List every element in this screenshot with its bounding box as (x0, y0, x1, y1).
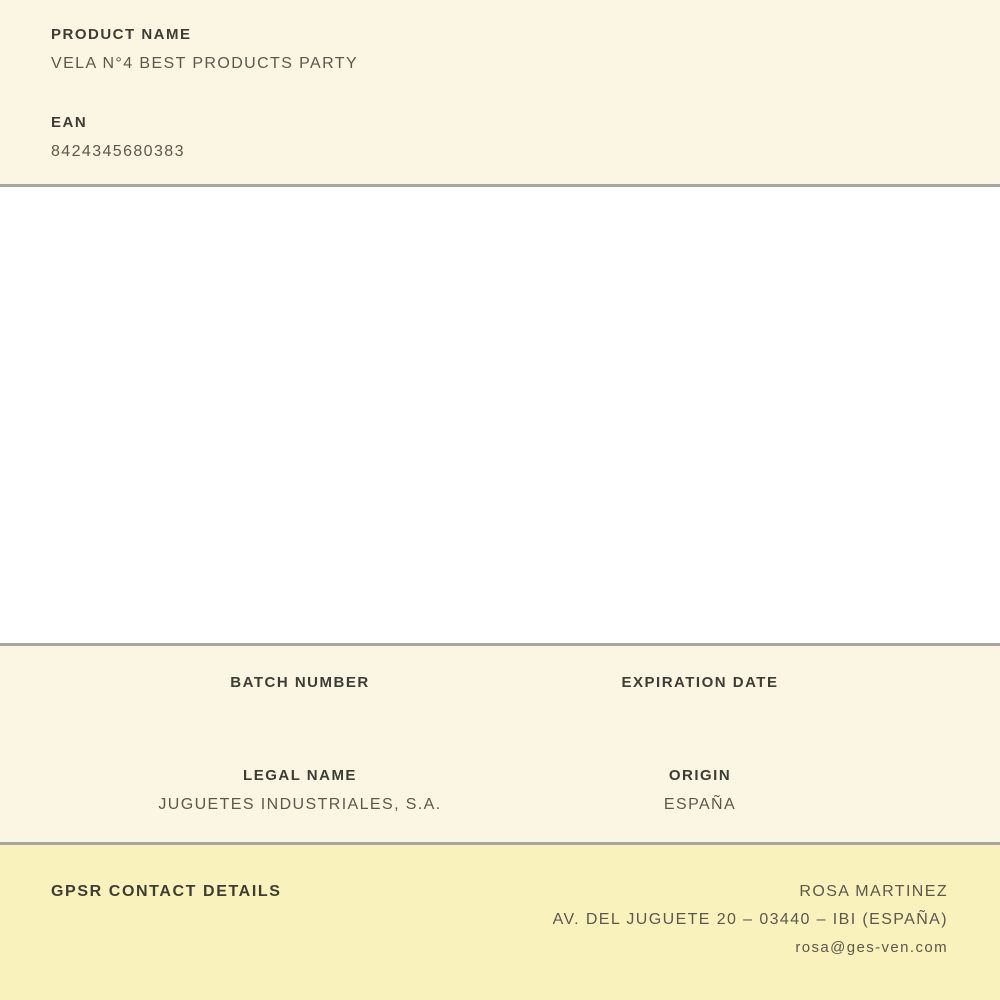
legal-name-label: LEGAL NAME (243, 767, 357, 784)
product-name-field (51, 26, 949, 73)
batch-number-field (100, 674, 500, 721)
legal-name-field (100, 767, 500, 814)
ean-label: EAN (51, 114, 88, 131)
origin-value: ESPAÑA (663, 796, 737, 813)
origin-field (500, 767, 900, 814)
gpsr-contact-section (0, 845, 1000, 1000)
product-image-placeholder (0, 187, 1000, 646)
gpsr-contact-block (553, 878, 948, 962)
batch-number-value (100, 703, 500, 721)
gpsr-section-title: GPSR CONTACT DETAILS (51, 883, 282, 900)
legal-name-value: JUGUETES INDUSTRIALES, S.A. (158, 796, 442, 813)
ean-field (51, 114, 949, 161)
gpsr-contact-email: rosa@ges-ven.com (795, 939, 948, 956)
details-section (0, 646, 1000, 845)
details-grid (100, 674, 900, 814)
product-name-label: PRODUCT NAME (51, 26, 192, 43)
ean-value: 8424345680383 (51, 143, 185, 160)
expiration-date-value (500, 703, 900, 721)
gpsr-contact-address: AV. DEL JUGUETE 20 – 03440 – IBI (ESPAÑA) (552, 911, 948, 928)
origin-label: ORIGIN (668, 767, 732, 784)
batch-number-label: BATCH NUMBER (230, 674, 370, 691)
expiration-date-label: EXPIRATION DATE (621, 674, 779, 691)
product-info-section (0, 0, 1000, 187)
gpsr-contact-name: ROSA MARTINEZ (799, 883, 948, 900)
product-name-value: VELA N°4 BEST PRODUCTS PARTY (51, 55, 359, 72)
expiration-date-field (500, 674, 900, 721)
